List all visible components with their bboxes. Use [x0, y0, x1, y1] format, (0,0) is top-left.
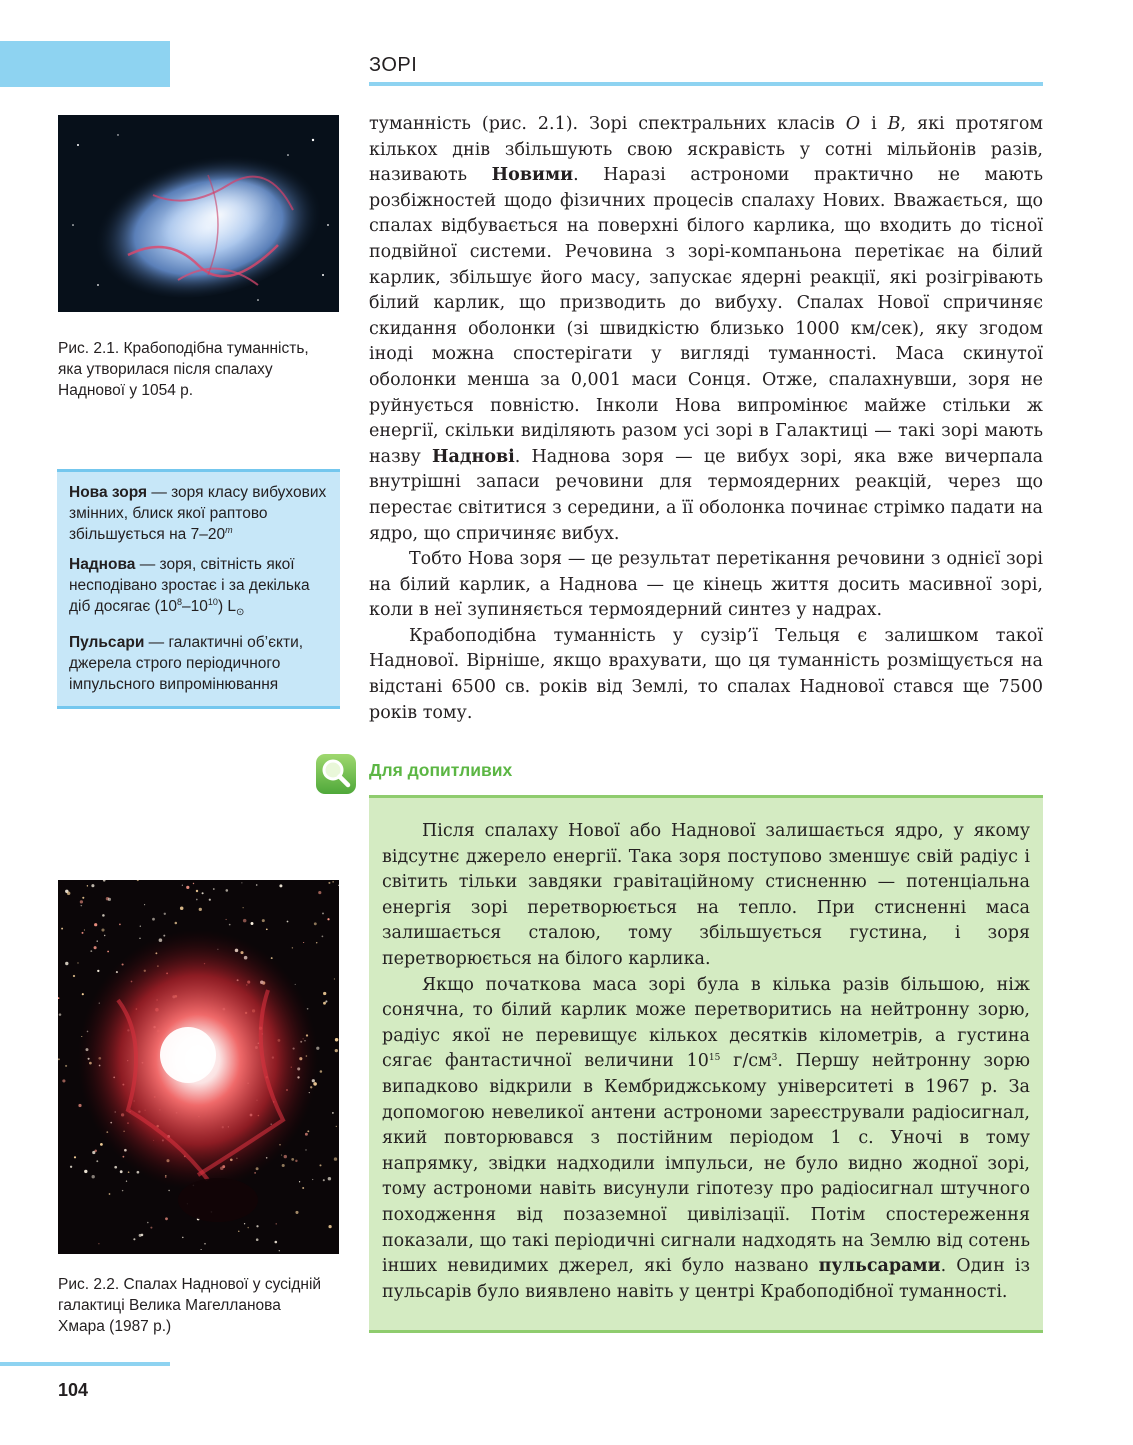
supernova-exponent-1: 8: [177, 597, 183, 607]
curious-text-segment: . Один із пульсарів було виявлено навіть у центрі Крабоподібної туманності.: [382, 1256, 1031, 1302]
main-paragraph-3: Крабоподібна туманність у сузір’ї Тельця є залишком такої Наднової. Вірніше, якщо врахувати, що ця туманність розміщується на відстані 6500 св. років від Землі, то спалах Наднової стався ще 7500 років тому.: [369, 625, 1043, 723]
magnifier-icon: [315, 753, 357, 795]
main-text-segment: . Наразі астрономи практично не мають розбіжностей щодо фізичних процесів спалаху Нових. Вважається, що спалах відбувається на поверхні білого карлика, що входить до тісної подвійної системи. Речовина з зорі-компаньона перетікає на білий карлик, збільшує його масу, запускає ядерні реакції, які розігрівають білий карлик, що призводить до вибуху. Спалах Нової спричиняє скидання оболонки (зі швидкістю близько 1000 км/сек), яку згодом іноді можна спостерігати у вигляді туманності. Маса скинутої оболонки менша за 0,001 маси Сонця. Отже, спалахнувши, зоря не руйнується повністю. Інколи Нова випромінює майже стільки ж енергії, скільки виділяють разом усі зорі в Галактиці — такі зорі мають назву: [369, 165, 1043, 467]
supernova-luminosity: ) L: [217, 598, 237, 615]
page-number: 104: [58, 1380, 89, 1400]
definitions-box: [57, 469, 340, 709]
main-text: [369, 112, 1043, 726]
nova-definition: [69, 482, 330, 545]
figure-2-caption: Рис. 2.2. Спалах Наднової у сусідній галактиці Велика Магелланова Хмара (1987 р.): [58, 1276, 322, 1335]
pulsar-definition: [69, 632, 330, 695]
curious-text-segment: . Першу нейтронну зорю випадково відкрили в Кембриджському університеті в 1967 р. За допомогою невеликої антени астрономи зареєстрували радіосигнал, який повторювався з постійним періодом 1 с. Уночі в тому напрямку, звідки надходили імпульси, не було видно жодної зорі, тому астрономи навіть висунули гіпотезу про радіосигнал штучного походження від позаземної цивілізації. Потім спостереження показали, що такі періодичні сигнали надходять на Землю від сотень інших невидимих джерел, які було названо: [382, 1051, 1030, 1277]
nova-definition-text: — зоря класу вибухових змінних, блиск якої раптово збільшується на 7–20: [69, 484, 327, 543]
footer-rule: [0, 1362, 170, 1366]
term-novy: Новими: [491, 165, 574, 186]
sun-symbol: ⊙: [236, 607, 245, 619]
main-text-segment: туманність (рис. 2.1). Зорі спектральних класів: [369, 114, 846, 134]
density-unit-exponent: 3: [771, 1053, 778, 1064]
term-pulsars: пульсарами: [818, 1256, 941, 1277]
curious-paragraph-1: Після спалаху Нової або Наднової залишається ядро, у якому відсутнє джерело енергії. Така зоря поступово зменшує свій радіус і світить тільки завдяки гравітаційному стисненню — потенціальна енергія зорі перетворюється на тепло. При стисненні маса залишається сталою, тому збільшується густина, і зоря перетворюється на білого карлика.: [382, 821, 1030, 969]
curious-paragraph-2: [382, 973, 1030, 1306]
supernova-definition: [69, 554, 330, 623]
corner-tab-decoration: [0, 41, 170, 87]
section-title: ЗОРІ: [369, 54, 418, 76]
figure-1-caption: Рис. 2.1. Крабоподібна туманність, яка утворилася після спалаху Наднової у 1054 р.: [58, 340, 309, 399]
curious-box: [369, 795, 1043, 1333]
term-nadnovi: Наднові: [431, 446, 515, 467]
supernova-exponent-2: 10: [207, 597, 218, 607]
density-exponent: 15: [708, 1053, 721, 1064]
crab-nebula-photo: [58, 115, 339, 312]
main-paragraph-1: [369, 112, 1043, 547]
spectral-class-b: B: [887, 114, 901, 134]
header-rule: [369, 82, 1043, 86]
density-unit: г/см: [720, 1051, 772, 1072]
magnitude-unit: m: [225, 525, 233, 535]
curious-text-segment: Якщо початкова маса зорі була в кілька разів більшою, ніж сонячна, то білий карлик може перетворитись на нейтронну зорю, радіус якої не перевищує кількох десятків кілометрів, а густина сягає фантастичної величини 10: [382, 974, 1030, 1072]
supernova-definition-text: — зоря, світність якої несподівано зростає і за декілька діб досягає (10: [69, 556, 310, 615]
pulsar-term: Пульсари: [69, 634, 145, 652]
pulsar-definition-text: — галактичні об’єкти, джерела строго періодичного імпульсного випромінювання: [69, 634, 304, 694]
spectral-class-o: O: [845, 114, 861, 134]
main-text-segment: . Наднова зоря — це вибух зорі, яка вже вичерпала внутрішні запаси речовини для термоядерних реакцій, через що перестає світитися з середини, а її оболонка починає стрімко падати на ядро, що спричиняє вибух.: [369, 446, 1043, 544]
supernova-dash: –10: [182, 598, 208, 615]
supernova-photo: [58, 880, 339, 1254]
nova-term: Нова зоря: [69, 484, 148, 501]
curious-section-title: Для допитливих: [369, 760, 513, 780]
main-text-segment: , які протягом кількох днів збільшують свою яскравість у сотні мільйонів разів, називають: [369, 114, 1043, 186]
main-text-segment: і: [860, 114, 888, 134]
main-paragraph-2: Тобто Нова зоря — це результат перетікання речовини з однієї зорі на білий карлик, а Наднова — це кінець життя досить масивної зорі, коли в неї зупиняється термоядерний синтез у надрах.: [369, 549, 1043, 621]
supernova-term: Наднова: [69, 556, 136, 573]
